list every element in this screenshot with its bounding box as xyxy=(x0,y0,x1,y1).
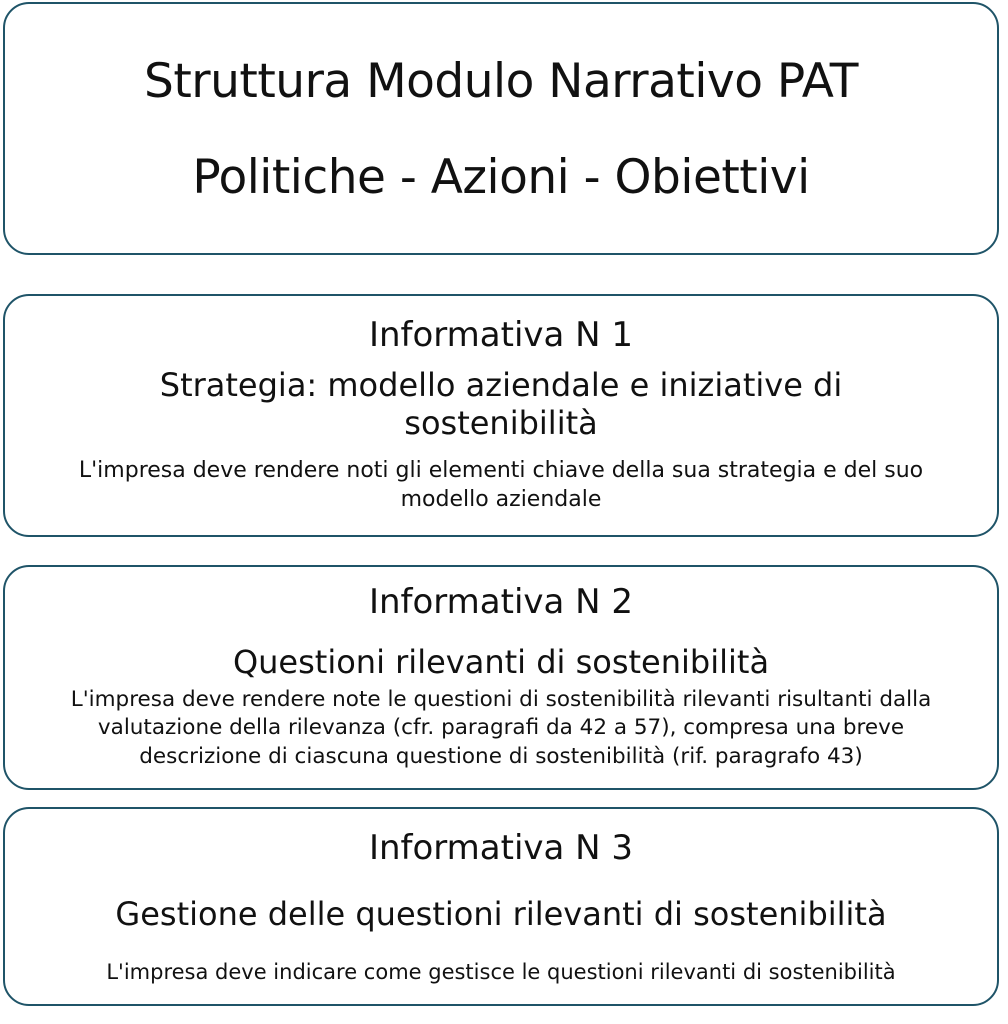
page-subtitle: Politiche - Azioni - Obiettivi xyxy=(192,150,810,205)
informativa-1-subheading: Strategia: modello aziendale e iniziative di sostenibilità xyxy=(159,366,843,443)
informativa-2-subheading: Questioni rilevanti di sostenibilità xyxy=(232,643,770,681)
informativa-2-box xyxy=(3,565,999,790)
informativa-3-heading: Informativa N 3 xyxy=(368,828,634,868)
informativa-1-description: L'impresa deve rendere noti gli elementi chiave della sua strategia e del suo modello aziendale xyxy=(78,458,924,513)
informativa-3-box xyxy=(3,807,999,1006)
informativa-3-description: L'impresa deve indicare come gestisce le questioni rilevanti di sostenibilità xyxy=(106,960,896,984)
informativa-3-subheading: Gestione delle questioni rilevanti di sostenibilità xyxy=(115,895,887,933)
informativa-2-description: L'impresa deve rendere note le questioni di sostenibilità rilevanti risultanti dalla valutazione della rilevanza (cfr. paragrafi da 42 a 57), compresa una breve descrizione di ciascuna questione di sostenibilità (rif. paragrafo 43) xyxy=(70,687,932,769)
informativa-1-box xyxy=(3,294,999,537)
title-box xyxy=(3,2,999,255)
informativa-2-heading: Informativa N 2 xyxy=(368,582,634,622)
page-title: Struttura Modulo Narrativo PAT xyxy=(144,54,858,109)
informativa-1-heading: Informativa N 1 xyxy=(368,315,634,355)
